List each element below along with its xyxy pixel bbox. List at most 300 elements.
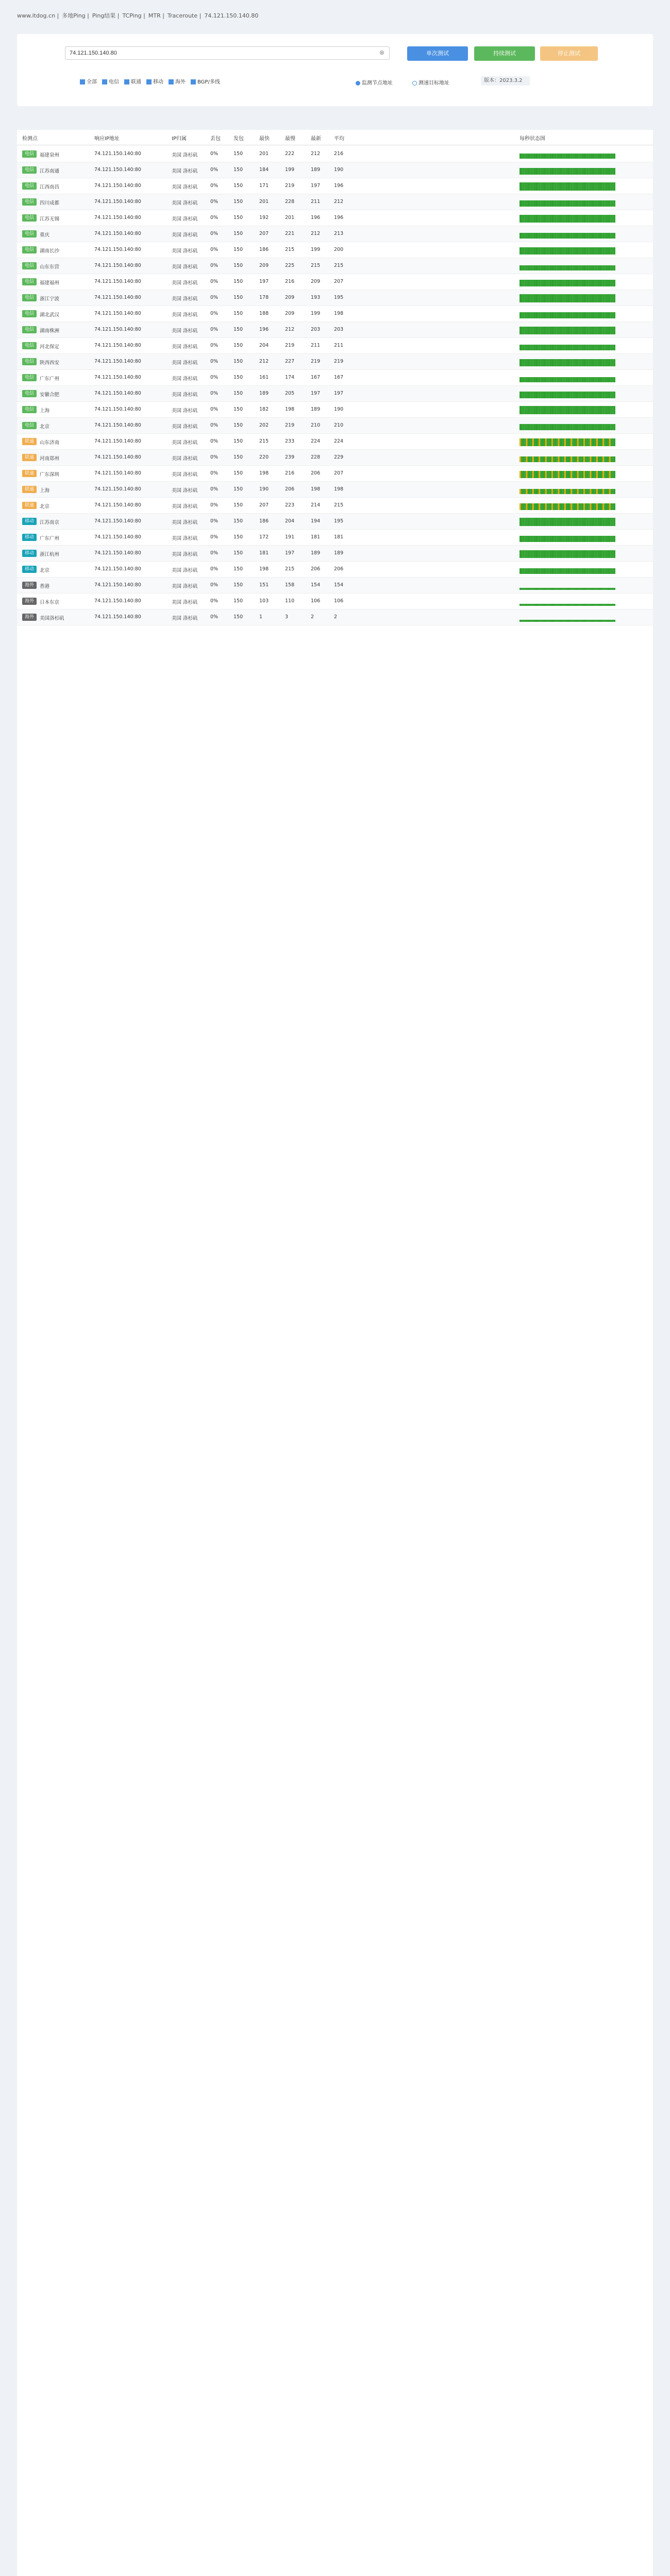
spark-bar	[540, 604, 542, 606]
column-header[interactable]: 响应IP地址	[94, 136, 120, 142]
spark-bar	[540, 200, 542, 207]
spark-bar	[553, 518, 555, 526]
table-row	[17, 609, 653, 625]
spark-bar	[587, 168, 588, 175]
spark-bar	[534, 327, 535, 334]
column-header[interactable]: 丢包	[210, 136, 221, 142]
spark-bar	[542, 536, 543, 542]
spark-bar	[531, 620, 532, 622]
spark-bar	[611, 280, 612, 286]
breadcrumb-item[interactable]: www.itdog.cn |	[17, 12, 59, 19]
status-sparkline	[520, 405, 617, 414]
spark-bar	[606, 536, 607, 542]
spark-bar	[566, 406, 567, 414]
spark-bar	[608, 200, 609, 207]
column-header[interactable]: 最慢	[285, 136, 295, 142]
cell-sent: 150	[233, 391, 243, 396]
spark-bar	[544, 503, 545, 510]
filter-checkbox[interactable]: 全部	[80, 77, 97, 85]
spark-bar	[553, 327, 555, 334]
spark-bar	[521, 489, 523, 494]
cell-slow: 216	[285, 470, 295, 476]
spark-bar	[593, 392, 595, 398]
cell-geo: 美国 洛杉矶	[172, 248, 198, 254]
spark-bar	[547, 568, 548, 574]
spark-bar	[544, 200, 545, 207]
spark-bar	[588, 406, 590, 414]
spark-bar	[572, 168, 574, 175]
spark-bar	[596, 424, 598, 430]
checkbox-icon	[102, 79, 107, 84]
spark-bar	[532, 154, 534, 159]
spark-bar	[612, 294, 614, 302]
spark-bar	[539, 620, 540, 622]
spark-bar	[532, 247, 534, 255]
table-row	[17, 370, 653, 386]
spark-bar	[609, 489, 611, 494]
spark-bar	[566, 503, 567, 510]
spark-bar	[531, 377, 532, 382]
spark-bar	[548, 588, 550, 590]
spark-bar	[560, 265, 561, 270]
spark-bar	[572, 345, 574, 350]
single-test-button[interactable]: 单次测试	[407, 46, 468, 61]
spark-bar	[534, 377, 535, 382]
spark-bar	[595, 568, 596, 574]
spark-bar	[558, 424, 559, 430]
spark-bar	[521, 604, 523, 606]
spark-bar	[596, 503, 598, 510]
column-header[interactable]: 平均	[334, 136, 344, 142]
spark-bar	[593, 518, 595, 526]
spark-bar	[521, 215, 523, 223]
spark-bar	[535, 489, 537, 494]
status-sparkline	[520, 421, 617, 430]
isp-badge: 联通	[22, 470, 37, 477]
spark-bar	[539, 182, 540, 191]
spark-bar	[569, 168, 571, 175]
spark-bar	[544, 247, 545, 255]
spark-bar	[535, 345, 537, 350]
spark-bar	[572, 406, 574, 414]
spark-bar	[526, 536, 527, 542]
spark-bar	[535, 536, 537, 542]
clear-icon[interactable]: ⊗	[379, 49, 385, 56]
spark-bar	[548, 536, 550, 542]
cell-sent: 150	[233, 263, 243, 268]
spark-bar	[529, 233, 531, 239]
spark-bar	[598, 265, 599, 270]
spark-bar	[528, 247, 529, 255]
spark-bar	[555, 489, 556, 494]
spark-bar	[545, 588, 547, 590]
spark-bar	[611, 604, 612, 606]
spark-bar	[534, 345, 535, 350]
spark-bar	[551, 456, 553, 462]
spark-bar	[561, 518, 563, 526]
spark-bar	[614, 312, 615, 318]
spark-bar	[531, 568, 532, 574]
spark-bar	[531, 200, 532, 207]
spark-bar	[545, 200, 547, 207]
spark-bar	[609, 327, 611, 334]
spark-bar	[574, 345, 575, 350]
spark-bar	[539, 345, 540, 350]
column-header[interactable]: 检测点	[22, 136, 38, 142]
filter-checkbox[interactable]: BGP/多线	[191, 77, 220, 85]
status-sparkline	[520, 213, 617, 223]
spark-bar	[595, 154, 596, 159]
spark-bar	[583, 536, 585, 542]
cell-avg: 197	[334, 391, 344, 396]
spark-bar	[535, 327, 537, 334]
spark-bar	[580, 604, 582, 606]
spark-bar	[547, 620, 548, 622]
status-sparkline	[520, 229, 617, 239]
spark-bar	[561, 247, 563, 255]
spark-bar	[593, 312, 595, 318]
status-sparkline	[520, 437, 617, 446]
spark-bar	[555, 359, 556, 366]
spark-bar	[596, 471, 598, 478]
cell-avg: 195	[334, 518, 344, 524]
spark-bar	[569, 424, 571, 430]
spark-bar	[526, 345, 527, 350]
spark-bar	[563, 168, 564, 175]
column-header[interactable]: 发包	[233, 136, 244, 142]
spark-bar	[611, 359, 612, 366]
spark-bar	[563, 280, 564, 286]
breadcrumb-item: 多地Ping |	[62, 12, 89, 19]
spark-bar	[598, 456, 599, 462]
spark-bar	[526, 604, 527, 606]
spark-bar	[602, 359, 604, 366]
spark-bar	[563, 406, 564, 414]
spark-bar	[590, 620, 591, 622]
spark-bar	[540, 518, 542, 526]
spark-bar	[545, 294, 547, 302]
spark-bar	[547, 536, 548, 542]
spark-bar	[577, 280, 579, 286]
spark-bar	[606, 550, 607, 558]
column-header[interactable]: IP归属	[172, 136, 187, 142]
spark-bar	[588, 247, 590, 255]
radio-target-address[interactable]: 测速目标地址	[412, 78, 449, 86]
radio-node-address[interactable]: 监测节点地址	[356, 78, 393, 86]
spark-bar	[580, 200, 582, 207]
spark-bar	[582, 588, 583, 590]
spark-bar	[526, 456, 527, 462]
spark-bar	[551, 215, 553, 223]
spark-bar	[569, 312, 571, 318]
spark-bar	[551, 168, 553, 175]
spark-bar	[556, 247, 558, 255]
spark-bar	[542, 294, 543, 302]
spark-bar	[548, 620, 550, 622]
spark-bar	[563, 327, 564, 334]
spark-bar	[593, 377, 595, 382]
search-input[interactable]	[65, 46, 390, 60]
spark-bar	[556, 489, 558, 494]
spark-bar	[560, 327, 561, 334]
isp-badge: 移动	[22, 534, 37, 541]
node-name: 浙江宁波	[40, 296, 60, 302]
spark-bar	[593, 424, 595, 430]
spark-bar	[534, 392, 535, 398]
spark-bar	[609, 604, 611, 606]
spark-bar	[555, 424, 556, 430]
spark-bar	[587, 345, 588, 350]
cell-geo: 美国 洛杉矶	[172, 264, 198, 270]
spark-bar	[572, 215, 574, 223]
spark-bar	[561, 345, 563, 350]
spark-bar	[588, 215, 590, 223]
spark-bar	[547, 503, 548, 510]
spark-bar	[579, 359, 580, 366]
cell-ip: 74.121.150.140:80	[94, 598, 141, 604]
spark-bar	[606, 620, 607, 622]
spark-bar	[553, 604, 555, 606]
spark-bar	[588, 168, 590, 175]
filter-checkbox[interactable]: 移动	[146, 77, 163, 85]
spark-bar	[612, 247, 614, 255]
isp-badge: 电信	[22, 342, 37, 349]
spark-bar	[555, 154, 556, 159]
spark-bar	[614, 489, 615, 494]
spark-bar	[599, 438, 601, 446]
spark-bar	[577, 233, 579, 239]
isp-badge: 电信	[22, 246, 37, 253]
cell-geo: 美国 洛杉矶	[172, 232, 198, 238]
column-header[interactable]: 最快	[259, 136, 270, 142]
spark-bar	[551, 518, 553, 526]
cell-loss: 0%	[210, 215, 219, 221]
spark-bar	[604, 215, 606, 223]
spark-bar	[592, 518, 593, 526]
spark-bar	[535, 392, 537, 398]
spark-bar	[585, 247, 587, 255]
spark-bar	[571, 294, 572, 302]
spark-bar	[539, 312, 540, 318]
spark-bar	[523, 568, 524, 574]
spark-bar	[590, 568, 591, 574]
filter-checkbox[interactable]: 电信	[102, 77, 119, 85]
spark-bar	[542, 456, 543, 462]
spark-bar	[587, 280, 588, 286]
spark-bar	[595, 182, 596, 191]
spark-bar	[528, 233, 529, 239]
spark-bar	[571, 620, 572, 622]
spark-bar	[539, 215, 540, 223]
spark-bar	[609, 200, 611, 207]
cell-last: 203	[311, 327, 321, 332]
spark-bar	[564, 182, 566, 191]
spark-bar	[539, 406, 540, 414]
cell-sent: 150	[233, 327, 243, 332]
spark-bar	[520, 294, 521, 302]
spark-bar	[529, 406, 531, 414]
spark-bar	[539, 550, 540, 558]
spark-bar	[528, 215, 529, 223]
isp-badge: 电信	[22, 294, 37, 301]
checkbox-icon	[191, 79, 196, 84]
spark-bar	[598, 604, 599, 606]
spark-bar	[542, 265, 543, 270]
spark-bar	[532, 604, 534, 606]
cell-avg: 196	[334, 215, 344, 221]
spark-bar	[560, 568, 561, 574]
spark-bar	[574, 604, 575, 606]
spark-bar	[596, 312, 598, 318]
spark-bar	[606, 489, 607, 494]
cell-avg: 167	[334, 375, 344, 380]
spark-bar	[551, 294, 553, 302]
spark-bar	[572, 588, 574, 590]
spark-bar	[601, 345, 602, 350]
cell-geo: 美国 洛杉矶	[172, 168, 198, 174]
isp-badge: 移动	[22, 550, 37, 557]
spark-bar	[572, 568, 574, 574]
spark-bar	[582, 536, 583, 542]
spark-bar	[611, 536, 612, 542]
spark-bar	[574, 536, 575, 542]
spark-bar	[571, 377, 572, 382]
spark-bar	[596, 377, 598, 382]
spark-bar	[593, 471, 595, 478]
status-sparkline	[520, 565, 617, 574]
spark-bar	[576, 233, 577, 239]
spark-bar	[606, 392, 607, 398]
spark-bar	[587, 550, 588, 558]
cell-fast: 182	[259, 406, 269, 412]
spark-bar	[601, 406, 602, 414]
spark-bar	[547, 392, 548, 398]
cell-last: 197	[311, 183, 321, 189]
spark-bar	[545, 536, 547, 542]
cell-ip: 74.121.150.140:80	[94, 199, 141, 205]
cell-loss: 0%	[210, 263, 219, 268]
node-name: 北京	[40, 424, 50, 430]
column-header[interactable]: 最新	[311, 136, 321, 142]
spark-bar	[595, 377, 596, 382]
spark-bar	[524, 518, 526, 526]
spark-bar	[595, 280, 596, 286]
spark-bar	[535, 550, 537, 558]
spark-bar	[567, 604, 569, 606]
cell-ip: 74.121.150.140:80	[94, 279, 141, 284]
spark-bar	[532, 168, 534, 175]
spark-bar	[558, 359, 559, 366]
spark-bar	[556, 588, 558, 590]
cell-slow: 239	[285, 454, 295, 460]
spark-bar	[563, 265, 564, 270]
spark-bar	[609, 424, 611, 430]
spark-bar	[588, 620, 590, 622]
spark-bar	[560, 406, 561, 414]
spark-bar	[599, 280, 601, 286]
spark-bar	[535, 620, 537, 622]
spark-bar	[556, 265, 558, 270]
spark-bar	[609, 406, 611, 414]
spark-bar	[555, 265, 556, 270]
status-sparkline	[520, 581, 617, 590]
spark-bar	[604, 588, 606, 590]
spark-bar	[602, 550, 604, 558]
spark-bar	[567, 550, 569, 558]
spark-bar	[532, 456, 534, 462]
spark-bar	[564, 489, 566, 494]
filter-checkbox[interactable]: 海外	[169, 77, 186, 85]
spark-bar	[548, 456, 550, 462]
spark-bar	[593, 604, 595, 606]
spark-bar	[585, 406, 587, 414]
spark-bar	[588, 424, 590, 430]
spark-bar	[523, 550, 524, 558]
spark-bar	[553, 568, 555, 574]
spark-bar	[580, 438, 582, 446]
spark-bar	[547, 327, 548, 334]
spark-bar	[609, 154, 611, 159]
spark-bar	[606, 182, 607, 191]
continuous-test-button[interactable]: 持续测试	[474, 46, 535, 61]
spark-bar	[576, 456, 577, 462]
spark-bar	[545, 456, 547, 462]
spark-bar	[531, 536, 532, 542]
spark-bar	[534, 456, 535, 462]
spark-bar	[577, 489, 579, 494]
spark-bar	[544, 588, 545, 590]
filter-checkbox[interactable]: 联通	[124, 77, 141, 85]
spark-bar	[550, 620, 551, 622]
cell-sent: 150	[233, 454, 243, 460]
spark-bar	[553, 471, 555, 478]
spark-bar	[592, 568, 593, 574]
spark-bar	[524, 215, 526, 223]
spark-bar	[580, 215, 582, 223]
spark-bar	[588, 604, 590, 606]
spark-bar	[592, 182, 593, 191]
cell-geo: 美国 洛杉矶	[172, 360, 198, 366]
spark-bar	[577, 503, 579, 510]
spark-bar	[580, 456, 582, 462]
spark-bar	[588, 471, 590, 478]
spark-bar	[612, 345, 614, 350]
spark-bar	[540, 471, 542, 478]
column-header[interactable]: 每秒状态图	[520, 136, 545, 142]
spark-bar	[534, 359, 535, 366]
cell-sent: 150	[233, 247, 243, 252]
spark-bar	[542, 200, 543, 207]
spark-bar	[571, 424, 572, 430]
spark-bar	[540, 568, 542, 574]
spark-bar	[579, 168, 580, 175]
spark-bar	[596, 233, 598, 239]
spark-bar	[588, 456, 590, 462]
spark-bar	[588, 265, 590, 270]
table-row	[17, 162, 653, 178]
spark-bar	[604, 518, 606, 526]
spark-bar	[528, 604, 529, 606]
spark-bar	[602, 503, 604, 510]
spark-bar	[537, 588, 539, 590]
status-sparkline	[520, 597, 617, 606]
spark-bar	[576, 294, 577, 302]
spark-bar	[614, 424, 615, 430]
spark-bar	[595, 518, 596, 526]
spark-bar	[583, 620, 585, 622]
stop-test-button[interactable]: 停止测试	[540, 46, 598, 61]
cell-last: 206	[311, 470, 321, 476]
